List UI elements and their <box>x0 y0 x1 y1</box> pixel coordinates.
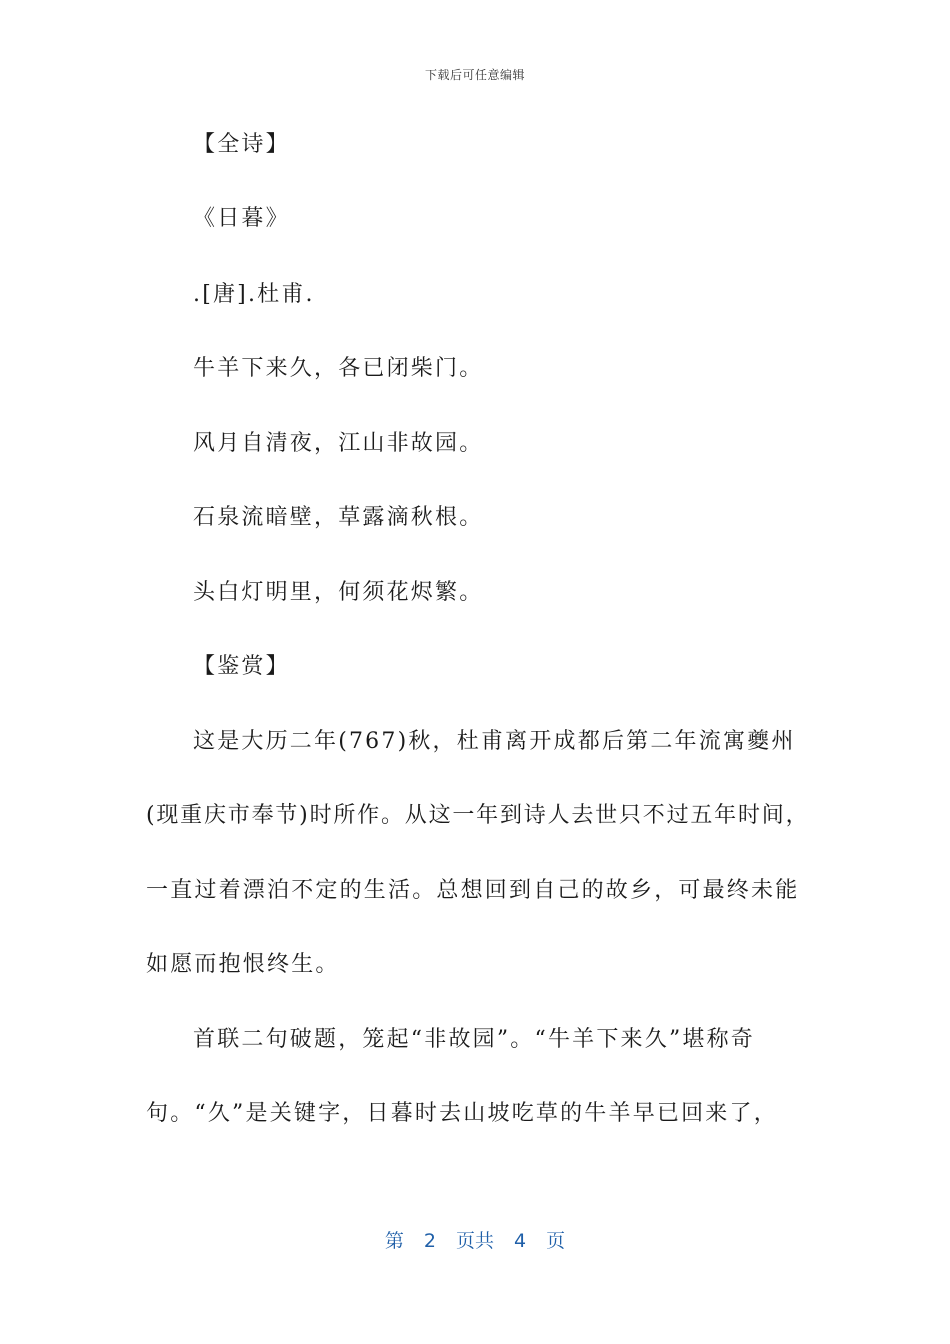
paragraph-line: 如愿而抱恨终生。 <box>146 952 340 977</box>
poem-line-3: 石泉流暗壁，草露滴秋根。 <box>193 505 484 530</box>
poem-author: .[唐].杜甫. <box>193 282 315 307</box>
paragraph-line: 句。“久”是关键字，日暮时去山坡吃草的牛羊早已回来了， <box>146 1101 778 1126</box>
paragraph-line: 这是大历二年(767)秋，杜甫离开成都后第二年流寓夔州 <box>193 729 796 754</box>
page-footer <box>0 1226 950 1253</box>
paragraph-line: 一直过着漂泊不定的生活。总想回到自己的故乡，可最终未能 <box>146 878 800 903</box>
footer-ye: 页 <box>546 1230 566 1252</box>
poem-line-1: 牛羊下来久，各已闭柴门。 <box>193 356 484 381</box>
page-header-note: 下载后可任意编辑 <box>424 68 525 82</box>
poem-title: 《日暮》 <box>193 206 290 231</box>
paragraph-line: (现重庆市奉节)时所作。从这一年到诗人去世只不过五年时间， <box>146 803 810 828</box>
footer-total-pages: 4 <box>514 1230 527 1252</box>
poem-line-4: 头白灯明里，何须花烬繁。 <box>193 580 484 605</box>
footer-current-page: 2 <box>423 1230 436 1252</box>
poem-line-2: 风月自清夜，江山非故园。 <box>193 431 484 456</box>
paragraph-line: 首联二句破题，笼起“非故园”。“牛羊下来久”堪称奇 <box>193 1027 755 1052</box>
footer-di: 第 <box>384 1230 404 1252</box>
section-heading-appreciation: 【鉴赏】 <box>193 654 290 679</box>
section-heading-full-poem: 【全诗】 <box>193 132 290 157</box>
footer-ye-gong: 页共 <box>455 1230 494 1252</box>
